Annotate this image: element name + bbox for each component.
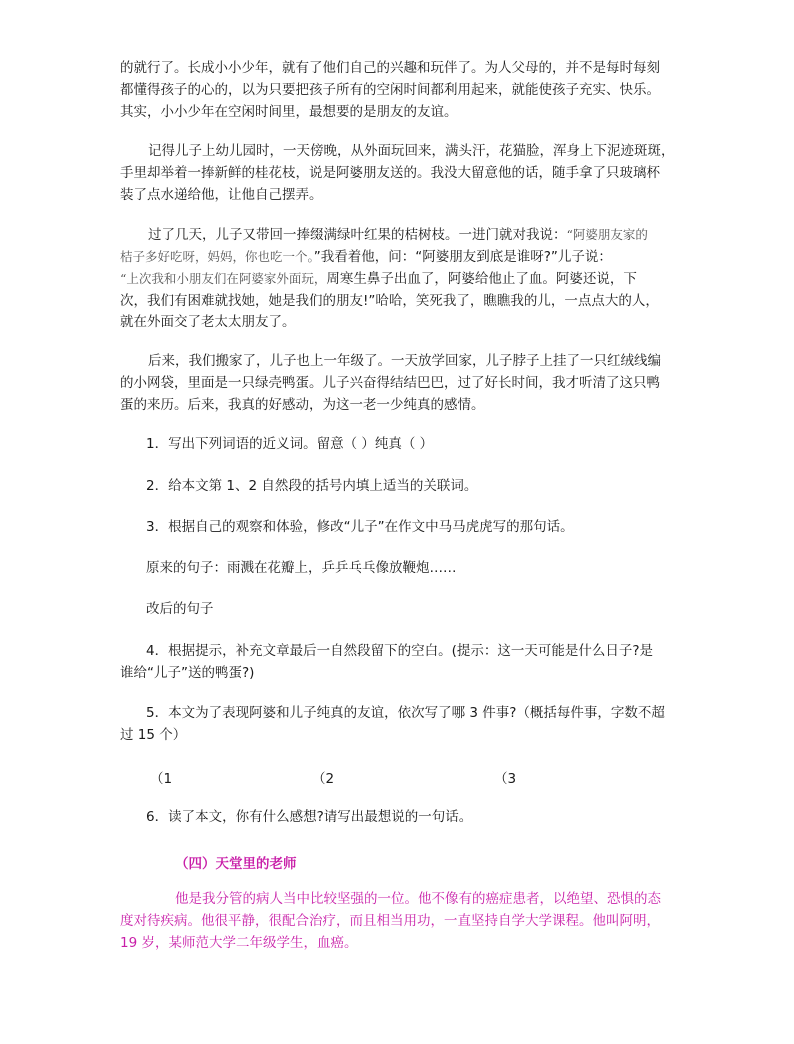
question-5-line-1: 5．本文为了表现阿婆和儿子纯真的友谊，依次写了哪 3 件事?（概括每件事，字数不超 [146,705,665,721]
paragraph-4-line-2: 的小网袋，里面是一只绿壳鸭蛋。儿子兴奋得结结巴巴，过了好长时间，我才听清了这只鸭 [120,375,660,391]
question-4-line-1: 4．根据提示，补充文章最后一自然段留下的空白。(提示：这一天可能是什么日子?是 [146,643,654,659]
paragraph-3-line-1 [148,226,648,244]
paragraph-3-text: 周寒生鼻子出血了，阿婆给他止了血。阿婆还说，下 [326,271,637,287]
section-paragraph-line-3: 19 岁，某师范大学二年级学生，血癌。 [120,935,358,951]
paragraph-1-line-3: 其实，小小少年在空闲时间里，最想要的是朋友的友谊。 [120,104,458,120]
revised-sentence-label: 改后的句子 [146,601,214,617]
question-5-line-2: 过 15 个） [120,727,187,743]
question-1: 1．写出下列词语的近义词。留意（ ）纯真（ ） [146,436,434,452]
answer-blank-2: （2 [312,771,335,787]
paragraph-3-line-3 [120,270,637,288]
question-6: 6．读了本文，你有什么感想?请写出最想说的一句话。 [146,809,473,825]
section-paragraph-line-2: 度对待疾病。他很平静，很配合治疗，而且相当用功，一直坚持自学大学课程。他叫阿明， [120,913,660,929]
paragraph-2-line-1: 记得儿子上幼儿园时，一天傍晚，从外面玩回来，满头汗，花猫脸，浑身上下泥迹斑斑， [148,143,675,159]
answer-blank-1: （1 [150,771,173,787]
question-2: 2．给本文第 1、2 自然段的括号内填上适当的关联词。 [146,478,478,494]
paragraph-3-line-4: 次，我们有困难就找她，她是我们的朋友!”哈哈，笑死我了，瞧瞧我的儿，一点点大的人， [120,293,659,309]
section-heading: （四）天堂里的老师 [175,856,297,872]
answer-blank-3: （3 [494,771,517,787]
paragraph-3-line-5: 就在外面交了老太太朋友了。 [120,314,296,330]
quote-text: 桔子多好吃呀，妈妈，你也吃一个。 [120,249,314,264]
paragraph-1-line-2: 都懂得孩子的心的，以为只要把孩子所有的空闲时间都利用起来，就能使孩子充实、快乐。 [120,82,660,98]
quote-text: “阿婆朋友家的 [566,227,648,242]
paragraph-4-line-3: 蛋的来历。后来，我真的好感动，为这一老一少纯真的感情。 [120,397,485,413]
question-3: 3．根据自己的观察和体验，修改“儿子”在作文中马马虎虎写的那句话。 [146,519,574,535]
section-paragraph-line-1: 他是我分管的病人当中比较坚强的一位。他不像有的癌症患者，以绝望、恐惧的态 [175,891,661,907]
original-sentence: 原来的句子：雨溅在花瓣上，乒乒乓乓像放鞭炮…… [146,560,457,576]
paragraph-2-line-3: 装了点水递给他，让他自己摆弄。 [120,187,323,203]
paragraph-3-text: 过了几天，儿子又带回一捧缀满绿叶红果的桔树枝。一进门就对我说： [148,227,567,243]
question-4-line-2: 谁给“儿子”送的鸭蛋?) [120,665,255,681]
paragraph-4-line-1: 后来，我们搬家了，儿子也上一年级了。一天放学回家，儿子脖子上挂了一只红绒线编 [148,353,661,369]
paragraph-3-text: ”我看着他，问：“阿婆朋友到底是谁呀?”儿子说： [313,249,612,265]
quote-text: “上次我和小朋友们在阿婆家外面玩， [120,271,327,286]
paragraph-1-line-1: 的就行了。长成小小少年，就有了他们自己的兴趣和玩伴了。为人父母的，并不是每时每刻 [120,60,660,76]
paragraph-2-line-2: 手里却举着一捧新鲜的桂花枝，说是阿婆朋友送的。我没大留意他的话，随手拿了只玻璃杯 [120,165,660,181]
paragraph-3-line-2 [120,248,612,266]
